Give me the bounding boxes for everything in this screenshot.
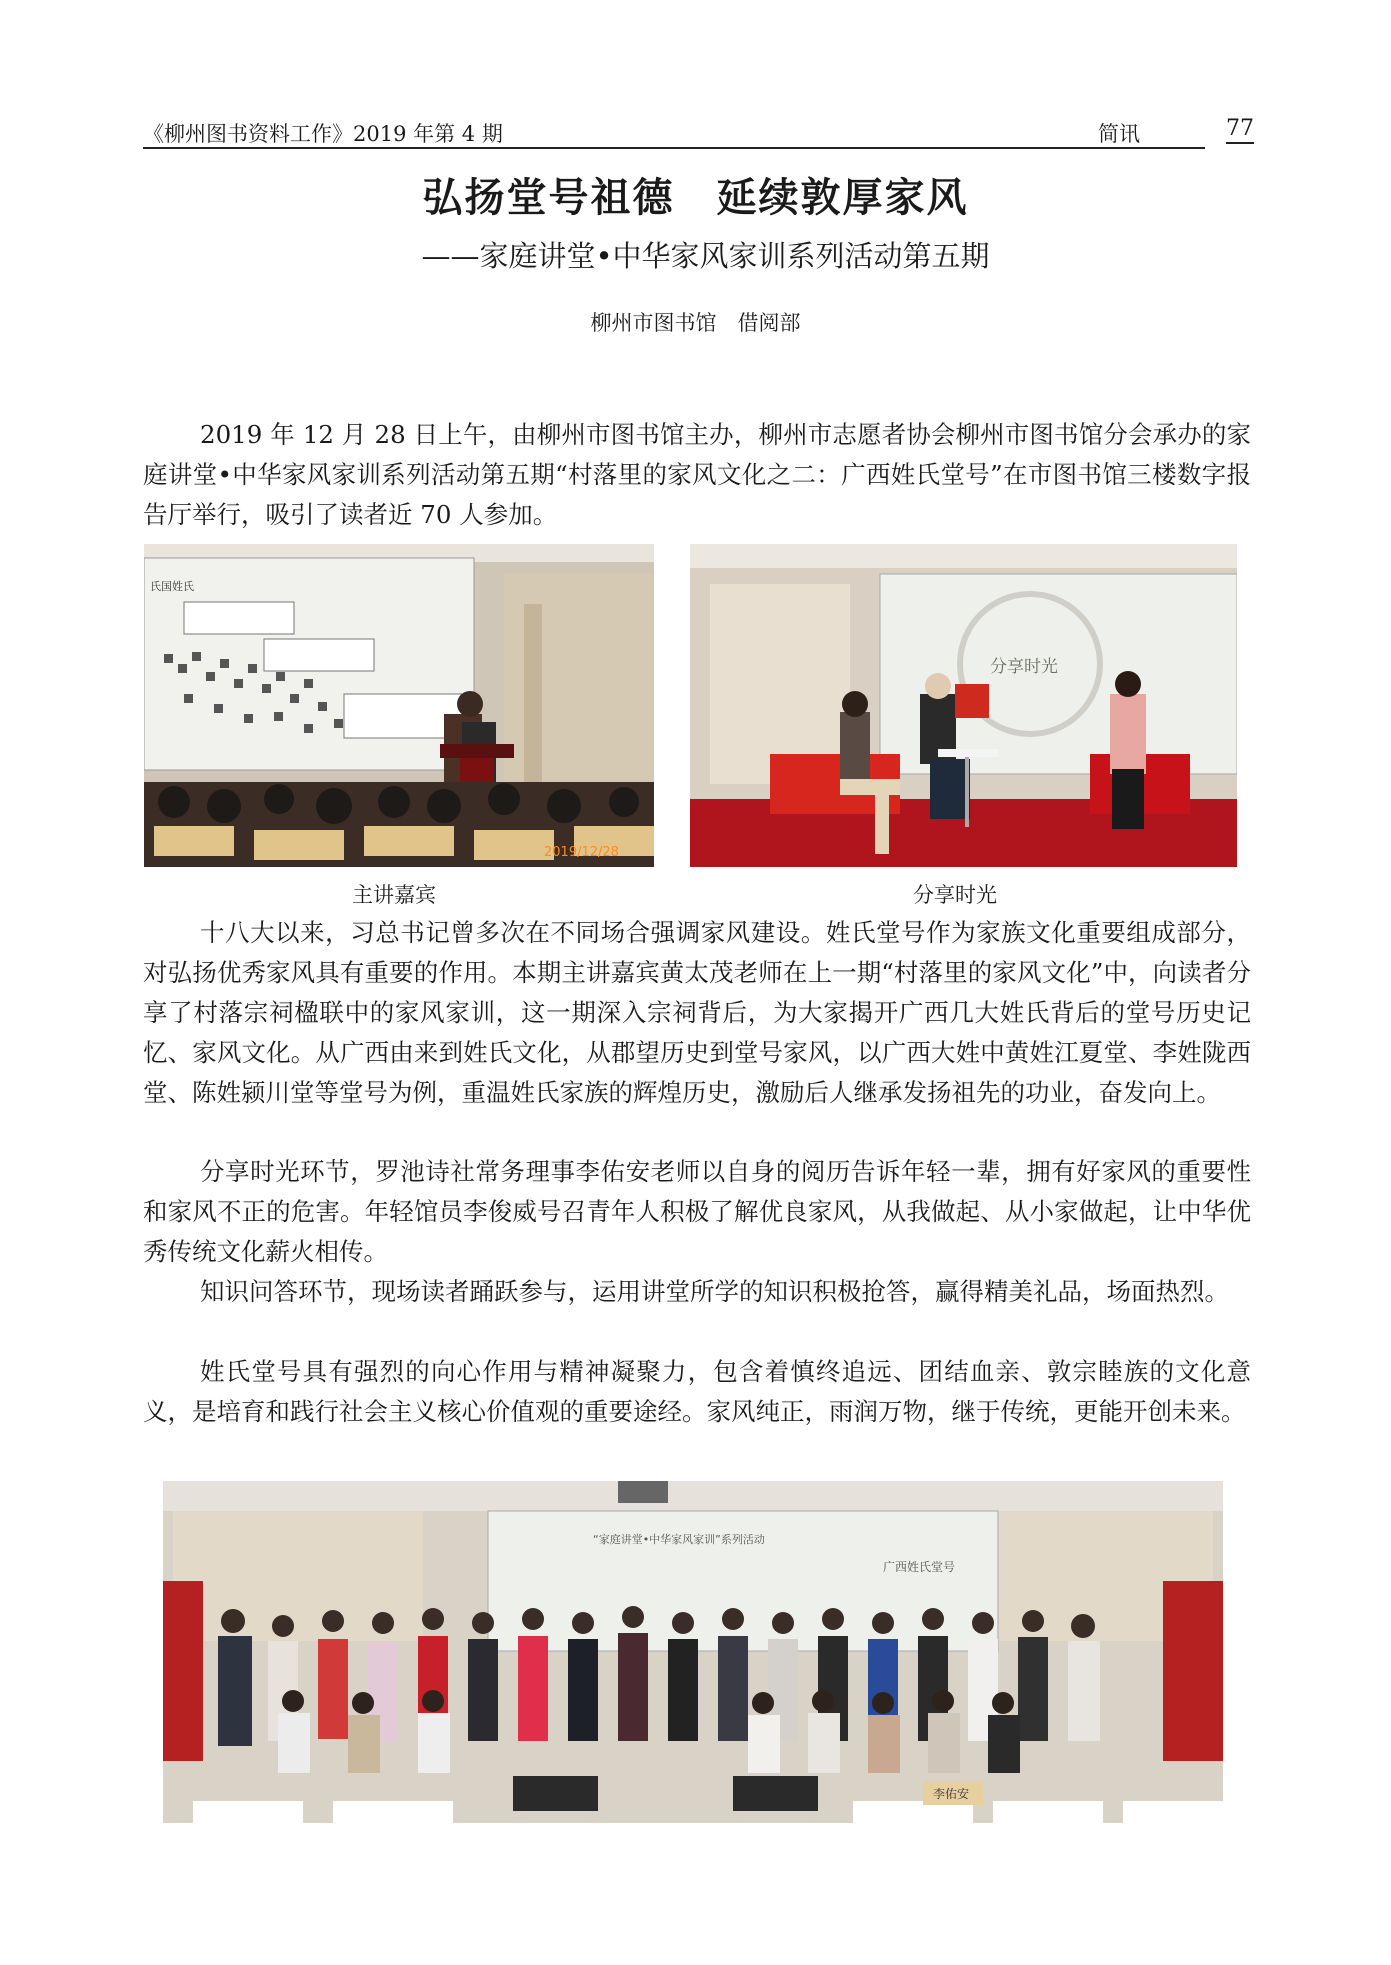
slide-heading: 氏国姓氏 <box>150 580 194 593</box>
header-rule <box>143 147 1205 149</box>
article-title: 弘扬堂号祖德 延续敦厚家风 <box>422 174 969 221</box>
body-paragraph-3: 分享时光环节，罗池诗社常务理事李佑安老师以自身的阅历告诉年轻一辈，拥有好家风的重要性和家风不正的危害。年轻馆员李俊威号召青年人积极了解优良家风，从我做起、从小家做起，让中华优秀传统文化薪火相传。 <box>143 1157 1251 1266</box>
article-subtitle: ——家庭讲堂•中华家风家训系列活动第五期 <box>421 239 990 273</box>
sharing-photo <box>690 544 1237 867</box>
body-paragraph-1: 2019 年 12 月 28 日上午，由柳州市图书馆主办，柳州市志愿者协会柳州市图书馆分会承办的家庭讲堂•中华家风家训系列活动第五期“村落里的家风文化之二：广西姓氏堂号”在市图书馆三楼数字报告厅举行，吸引了读者近 70 人参加。 <box>143 420 1251 529</box>
group-name-card: 李佑安 <box>933 1787 970 1801</box>
screen-text: 分享时光 <box>990 657 1058 677</box>
running-header <box>143 112 1253 152</box>
article-author: 柳州市图书馆 借阅部 <box>590 311 801 335</box>
photo-timestamp: 2019/12/28 <box>544 845 619 860</box>
body-paragraph-5: 姓氏堂号具有强烈的向心作用与精神凝聚力，包含着慎终追远、团结血亲、敦宗睦族的文化意义，是培育和践行社会主义核心价值观的重要途经。家风纯正，雨润万物，继于传统，更能开创未来。 <box>143 1357 1251 1426</box>
lecture-photo <box>144 544 654 867</box>
group-photo <box>163 1481 1223 1823</box>
group-screen-side-text: 广西姓氏堂号 <box>883 1560 956 1574</box>
body-paragraph-4: 知识问答环节，现场读者踊跃参与，运用讲堂所学的知识积极抢答，赢得精美礼品，场面热烈。 <box>200 1277 1229 1306</box>
body-paragraph-2: 十八大以来，习总书记曾多次在不同场合强调家风建设。姓氏堂号作为家族文化重要组成部分，对弘扬优秀家风具有重要的作用。本期主讲嘉宾黄太茂老师在上一期“村落里的家风文化”中，向读者分享了村落宗祠楹联中的家风家训，这一期深入宗祠背后，为大家揭开广西几大姓氏背后的堂号历史记忆、家风文化。从广西由来到姓氏文化，从郡望历史到堂号家风，以广西大姓中黄姓江夏堂、李姓陇西堂、陈姓颍川堂等堂号为例，重温姓氏家族的辉煌历史，激励后人继承发扬祖先的功业，奋发向上。 <box>143 918 1251 1107</box>
sharing-photo-caption: 分享时光 <box>913 883 997 907</box>
section-label: 简讯 <box>1098 122 1140 146</box>
lecture-photo-caption: 主讲嘉宾 <box>352 883 436 907</box>
page-number: 77 <box>1226 116 1254 144</box>
group-screen-text: “家庭讲堂•中华家风家训”系列活动 <box>593 1533 765 1546</box>
journal-title: 《柳州图书资料工作》2019 年第 4 期 <box>143 122 503 146</box>
